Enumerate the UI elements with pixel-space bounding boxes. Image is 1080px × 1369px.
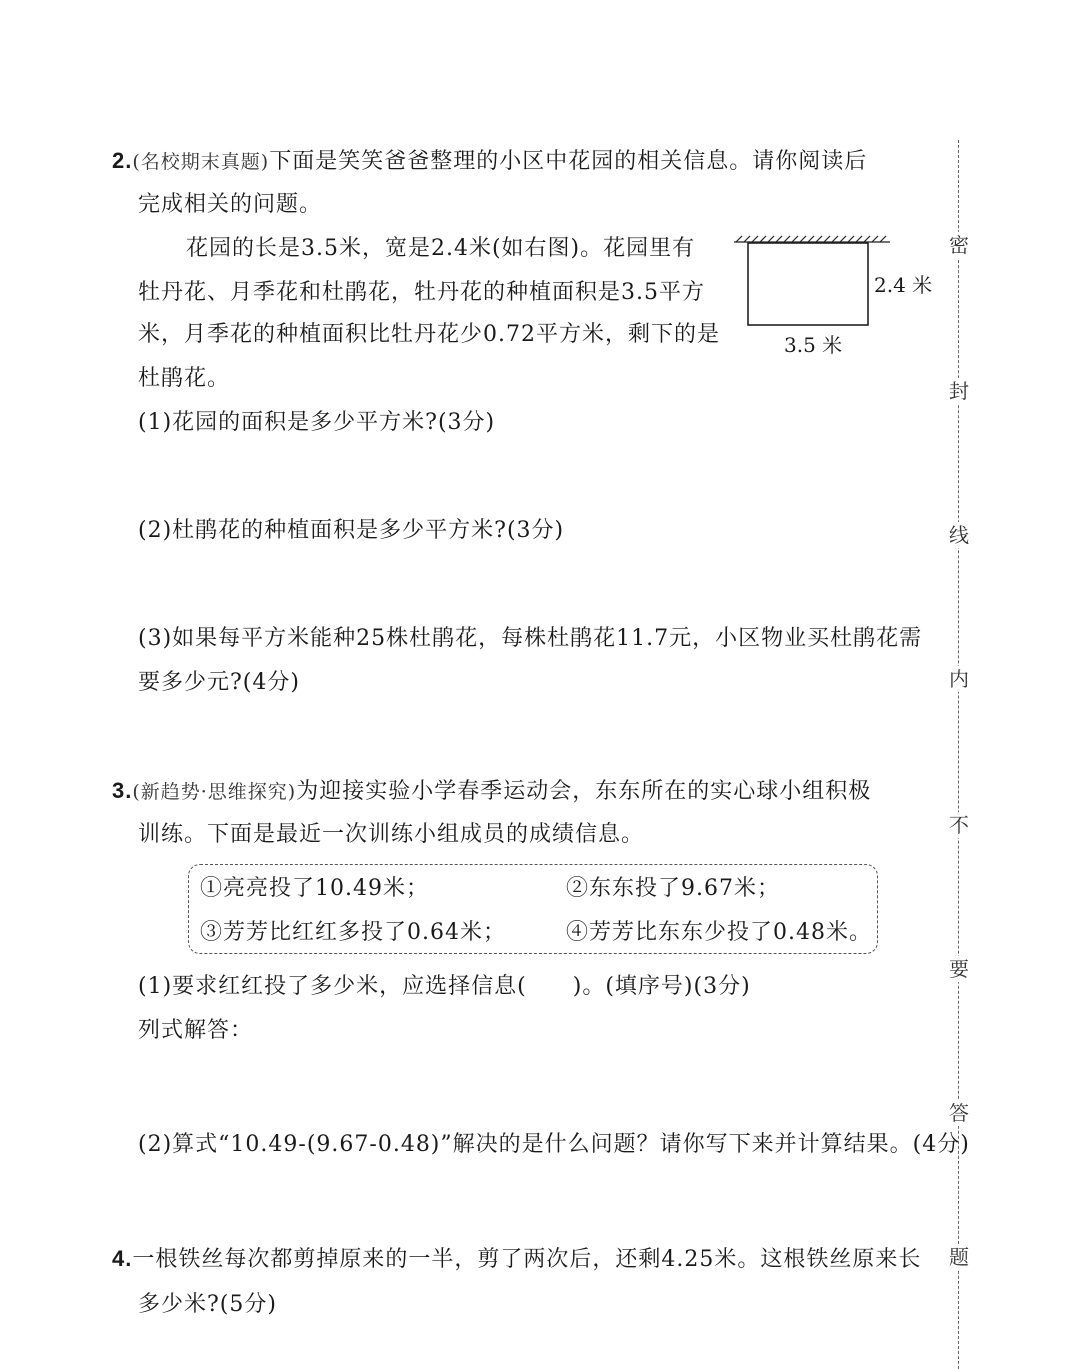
q4-heading (112, 1248, 921, 1271)
q2-para-line1: 花园的长是3.5米，宽是2.4米(如右图)。花园里有 (186, 236, 696, 261)
q2-sub1: (1)花园的面积是多少平方米?(3分) (138, 410, 496, 435)
margin-char-3: 线 (946, 522, 972, 548)
q4-number: 4. (112, 1246, 133, 1271)
q3-intro-line2: 训练。下面是最近一次训练小组成员的成绩信息。 (138, 822, 645, 847)
q3-sub2: (2)算式“10.49-(9.67-0.48)”解决的是什么问题？请你写下来并计算结果。(4分) (138, 1132, 970, 1157)
q2-intro-line2: 完成相关的问题。 (138, 192, 323, 217)
q3-info-2: ②东东投了9.67米； (566, 876, 780, 901)
margin-char-8: 题 (946, 1244, 972, 1270)
q3-info-4: ④芳芳比东东少投了0.48米。 (566, 920, 872, 945)
margin-char-2: 封 (946, 378, 972, 404)
q3-heading (112, 780, 871, 803)
margin-char-7: 答 (946, 1100, 972, 1126)
garden-diagram (730, 228, 940, 368)
garden-width-label: 2.4 米 (874, 273, 933, 297)
margin-char-4: 内 (946, 666, 972, 692)
q2-para-line2: 牡丹花、月季花和杜鹃花，牡丹花的种植面积是3.5平方 (138, 280, 705, 305)
q3-info-1: ①亮亮投了10.49米； (200, 876, 429, 901)
q2-tag: (名校期末真题) (132, 151, 270, 173)
margin-char-5: 不 (946, 812, 972, 838)
seal-margin-line (958, 140, 959, 1369)
margin-char-1: 密 (946, 232, 972, 258)
q2-sub3-line2: 要多少元?(4分) (138, 670, 300, 695)
garden-length-label: 3.5 米 (784, 333, 843, 357)
q3-info-3: ③芳芳比红红多投了0.64米； (200, 920, 506, 945)
q4-line1: 一根铁丝每次都剪掉原来的一半，剪了两次后，还剩4.25米。这根铁丝原来长 (132, 1247, 922, 1272)
garden-rectangle (748, 243, 868, 325)
q2-sub3-line1: (3)如果每平方米能种25株杜鹃花，每株杜鹃花11.7元，小区物业买杜鹃花需 (138, 626, 923, 651)
q2-intro-line1: 下面是笑笑爸爸整理的小区中花园的相关信息。请你阅读后 (269, 149, 868, 174)
q3-intro-line1: 为迎接实验小学春季运动会，东东所在的实心球小组积极 (296, 779, 872, 804)
q3-sub1-answer-label: 列式解答： (138, 1018, 254, 1043)
q4-line2: 多少米?(5分) (138, 1292, 277, 1317)
q3-number: 3. (112, 778, 133, 803)
q2-heading (112, 150, 867, 173)
q2-number: 2. (112, 148, 133, 173)
q2-sub2: (2)杜鹃花的种植面积是多少平方米?(3分) (138, 518, 565, 543)
q2-para-line4: 杜鹃花。 (138, 366, 231, 391)
margin-char-6: 要 (946, 956, 972, 982)
q3-tag: (新趋势·思维探究) (132, 781, 297, 803)
q3-sub1: (1)要求红红投了多少米，应选择信息( )。(填序号)(3分) (138, 974, 751, 999)
q2-para-line3: 米，月季花的种植面积比牡丹花少0.72平方米，剩下的是 (138, 322, 720, 347)
wall-hatch (734, 236, 890, 242)
